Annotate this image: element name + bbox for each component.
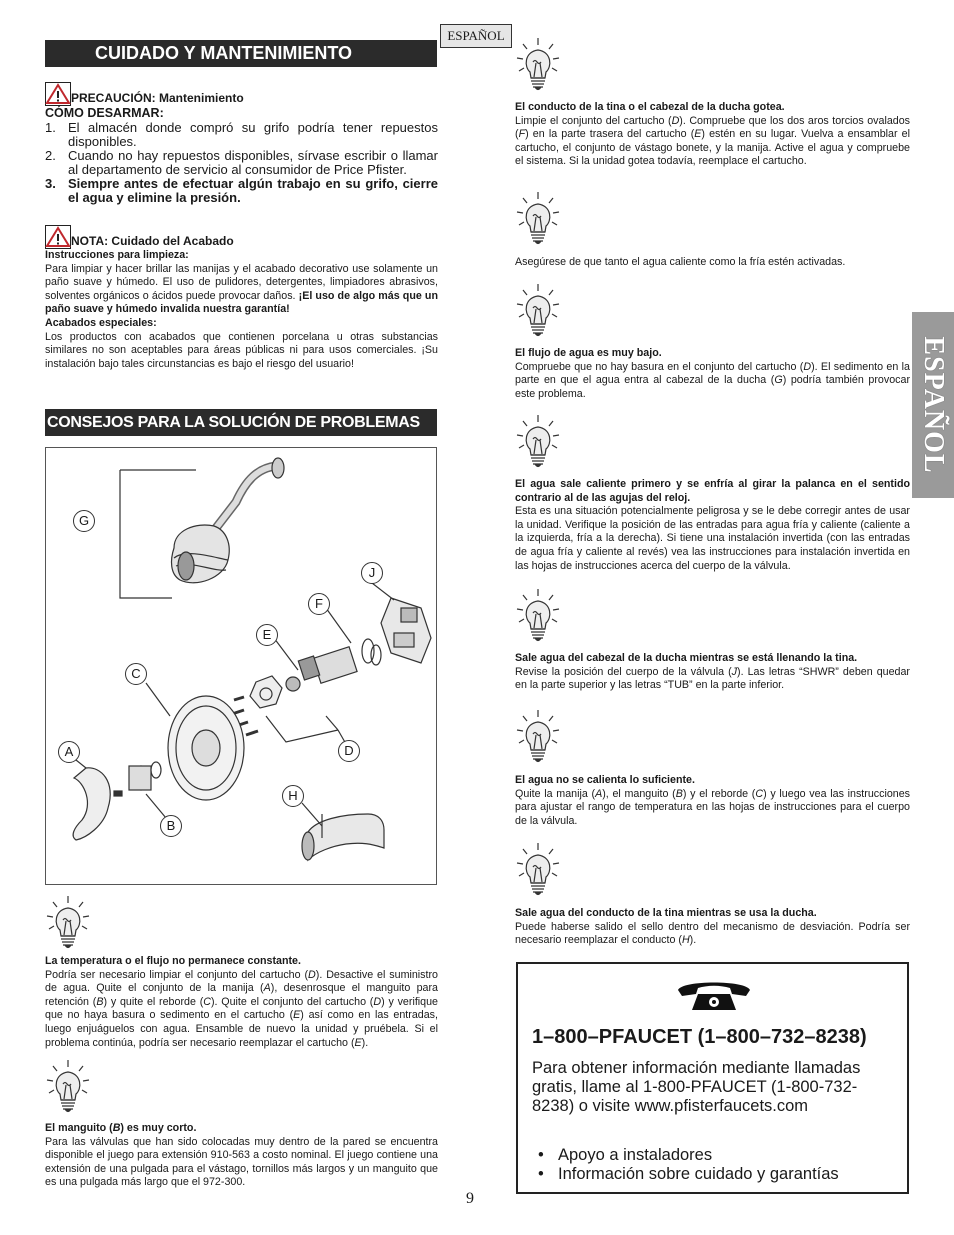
disassemble-title: CÓMO DESARMAR: bbox=[45, 106, 164, 120]
tip-right-4 bbox=[515, 478, 910, 573]
special-text: Los productos con acabados que contienen porcelana u otras substancias similares no son aceptables para áreas públicas ni para usos comerciales. ¡Su instalación bajo tales circunstancias es bajo el riesgo del usuario! bbox=[45, 330, 438, 370]
tip-right-7 bbox=[515, 907, 910, 948]
tip-body: Limpie el conjunto del cartucho (D). Compruebe que los dos aros torcios ovalados (F) en la parte trasera del cartucho (E) estén en su lugar. Vuelva a ensamblar el cartucho, el conjunto de vástago bonete, y la manija. Active el agua y compruebe el sistema. Si la unidad gotea todavía, reemplace el cartucho. bbox=[515, 114, 911, 168]
care-heading: CUIDADO Y MANTENIMIENTO bbox=[45, 40, 437, 67]
phone-number: 1–800–PFAUCET (1–800–732–8238) bbox=[532, 1026, 867, 1048]
support-item: • Apoyo a instaladores bbox=[538, 1146, 713, 1164]
parts-diagram bbox=[45, 447, 437, 885]
special-title: Acabados especiales: bbox=[45, 316, 157, 329]
lightbulb-icon bbox=[514, 36, 562, 96]
label-g: G bbox=[73, 510, 95, 532]
language-tag: ESPAÑOL bbox=[440, 24, 512, 48]
lightbulb-icon bbox=[514, 413, 562, 473]
tip-left-1 bbox=[45, 955, 438, 1050]
tip-title: Sale agua del cabezal de la ducha mientras se está llenando la tina. bbox=[515, 652, 858, 664]
tip-right-3 bbox=[515, 347, 910, 401]
tip-body: Podría ser necesario limpiar el conjunto del cartucho (D). Desactive el suministro de agua. Quite el conjunto de la manija (A), desenrosque el manguito para retención (B) y quite el reborde (C). Quite el conjunto del cartucho (D) y verifique que no haya basura o sedimento en el cartucho (E) así como en las entradas, luego enjuáguelos con agua. Ensamble de nuevo la unidad y pruébela. Si el problema continúa, podría ser necesario reemplazar el cartucho (E). bbox=[45, 968, 438, 1049]
tip-right-2 bbox=[515, 256, 910, 270]
lightbulb-icon bbox=[44, 1058, 92, 1118]
disassemble-steps bbox=[45, 121, 438, 205]
label-e: E bbox=[256, 624, 278, 646]
warning-triangle-icon bbox=[45, 82, 71, 106]
tip-right-1 bbox=[515, 101, 910, 169]
tip-body: Compruebe que no hay basura en el conjunto del cartucho (D). El sedimento en la parte en que el agua entra al cabezal de la ducha (G) podría también provocar este problema. bbox=[515, 360, 911, 400]
support-list bbox=[532, 1146, 897, 1184]
lightbulb-icon bbox=[514, 190, 562, 250]
warning-triangle-icon bbox=[45, 225, 71, 249]
label-j: J bbox=[361, 562, 383, 584]
lightbulb-icon bbox=[514, 587, 562, 647]
label-f: F bbox=[308, 593, 330, 615]
tip-body: Quite la manija (A), el manguito (B) y el reborde (C) y luego vea las instrucciones para ajustar el rango de temperatura en las hojas de instrucciones para el cuerpo de la válvula. bbox=[515, 787, 910, 827]
tip-body: Asegúrese de que tanto el agua caliente como la fría estén activadas. bbox=[515, 256, 846, 268]
tip-body: Esta es una situación potencialmente peligrosa y se le debe corregir antes de usar la unidad. Verifique la posición de las entradas para agua fría y caliente (caliente a la izquierda, fría a la derecha). Si tiene una instalación invertida (con las entradas de agua fría y caliente al revés) vea las instrucciones para instalación invertida en las hojas de instrucciones acerca del cuerpo de la válvula. bbox=[515, 505, 910, 572]
tip-body: Revise la posición del cuerpo de la válvula (J). Las letras “SHWR” deben quedar en la parte superior y las letras “TUB” en la parte inferior. bbox=[515, 665, 910, 692]
tip-title: El conducto de la tina o el cabezal de la ducha gotea. bbox=[515, 101, 785, 113]
phone-support-box bbox=[516, 962, 909, 1194]
cleaning-text: Para limpiar y hacer brillar las manijas y el acabado decorativo use solamente un paño suave y húmedo. El uso de pulidores, detergentes, limpiadores abrasivos, solventes orgánicos o ácidos puede provocar daños. bbox=[45, 262, 438, 302]
label-c: C bbox=[125, 663, 147, 685]
tip-right-5 bbox=[515, 652, 910, 693]
tip-title: El manguito (B) es muy corto. bbox=[45, 1122, 197, 1134]
cleaning-title: Instrucciones para limpieza: bbox=[45, 249, 189, 261]
page-number: 9 bbox=[466, 1190, 474, 1207]
step-item: 1. El almacén donde compró su grifo podría tener repuestos disponibles. bbox=[45, 120, 438, 149]
tip-title: El flujo de agua es muy bajo. bbox=[515, 347, 662, 359]
lightbulb-icon bbox=[514, 841, 562, 901]
tip-title: La temperatura o el flujo no permanece constante. bbox=[45, 955, 301, 967]
support-item: • Información sobre cuidado y garantías bbox=[538, 1165, 839, 1183]
exploded-view-drawing bbox=[46, 448, 436, 884]
step-item: 2. Cuando no hay repuestos disponibles, sírvase escribir o llamar al departamento de servicio al consumidor de Price Pfister. bbox=[45, 148, 438, 177]
label-b: B bbox=[160, 815, 182, 837]
label-h: H bbox=[282, 785, 304, 807]
lightbulb-icon bbox=[514, 708, 562, 768]
caution-title: PRECAUCIÓN: Mantenimiento bbox=[71, 91, 244, 105]
label-a: A bbox=[58, 741, 80, 763]
tip-title: El agua no se calienta lo suficiente. bbox=[515, 774, 695, 786]
language-side-tab: ESPAÑOL bbox=[912, 312, 954, 498]
tip-right-6 bbox=[515, 774, 910, 828]
tip-body: Puede haberse salido el sello dentro del mecanismo de desviación. Podría ser necesario reemplazar el conducto (H). bbox=[515, 920, 910, 947]
tip-title: Sale agua del conducto de la tina mientras se usa la ducha. bbox=[515, 907, 817, 919]
telephone-icon bbox=[674, 976, 754, 1014]
phone-info: Para obtener información mediante llamadas gratis, llame al 1-800-PFAUCET (1-800-732-8238) o visite www.pfisterfaucets.com bbox=[532, 1059, 861, 1115]
note-title: NOTA: Cuidado del Acabado bbox=[71, 234, 234, 248]
label-d: D bbox=[338, 740, 360, 762]
lightbulb-icon bbox=[44, 894, 92, 954]
tip-left-2 bbox=[45, 1122, 438, 1190]
tip-title: El agua sale caliente primero y se enfría al girar la palanca en el sentido contrario al de las agujas del reloj. bbox=[515, 478, 910, 504]
troubleshoot-heading: CONSEJOS PARA LA SOLUCIÓN DE PROBLEMAS bbox=[45, 409, 437, 436]
step-item: 3. Siempre antes de efectuar algún trabajo en su grifo, cierre el agua y elimine la presión. bbox=[45, 176, 438, 205]
lightbulb-icon bbox=[514, 282, 562, 342]
care-section bbox=[45, 82, 438, 371]
cleaning-warranty: ¡El uso de algo más que un paño suave y húmedo invalida nuestra garantía! bbox=[45, 289, 438, 316]
tip-body: Para las válvulas que han sido colocadas muy dentro de la pared se encuentra disponible el juego para extensión 910-563 a costo nominal. El juego contiene una extensión de una pulgada para el vástago, tornillos más largos y un manguito que es una pulgada más largo que el 972-300. bbox=[45, 1135, 438, 1189]
